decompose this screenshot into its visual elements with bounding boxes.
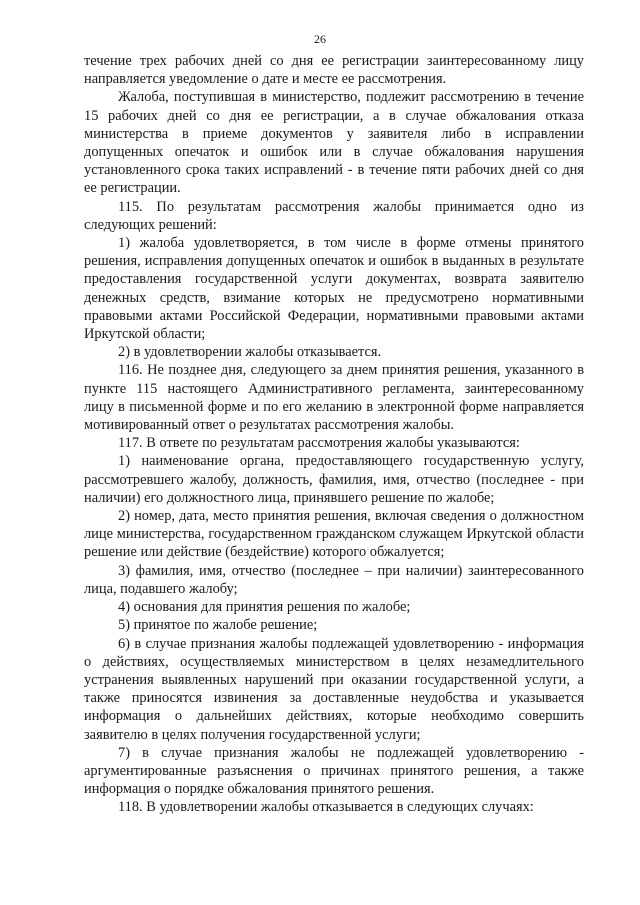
document-body <box>84 52 584 817</box>
paragraph-117-item-5: 5) принятое по жалобе решение; <box>118 617 318 634</box>
paragraph-117-item-4: 4) основания для принятия решения по жалобе; <box>118 599 411 616</box>
paragraph-117-intro: 117. В ответе по результатам рассмотрения жалобы указываются: <box>118 435 520 452</box>
paragraph-117-item-7: 7) в случае признания жалобы не подлежащей удовлетворению - аргументированные разъяснения о причинах принятого решения, а также информация о порядке обжалования принятого решения. <box>84 744 584 798</box>
paragraph-notification-continuation: течение трех рабочих дней со дня ее регистрации заинтересованному лицу направляется уведомление о дате и месте ее рассмотрения. <box>84 53 584 88</box>
paragraph-117-item-3: 3) фамилия, имя, отчество (последнее – при наличии) заинтересованного лица, подавшего жалобу; <box>84 562 584 597</box>
paragraph-115-intro: 115. По результатам рассмотрения жалобы принимается одно из следующих решений: <box>84 198 584 233</box>
paragraph-116: 116. Не позднее дня, следующего за днем принятия решения, указанного в пункте 115 настоящего Административного регламента, заинтересованному лицу в письменной форме и по его желанию в электронной форме направляется мотивированный ответ о результатах рассмотрения жалобы. <box>84 362 584 434</box>
page-number: 26 <box>314 32 326 46</box>
paragraph-118-intro: 118. В удовлетворении жалобы отказывается в следующих случаях: <box>118 799 534 816</box>
paragraph-115-item-2: 2) в удовлетворении жалобы отказывается. <box>118 344 382 361</box>
paragraph-117-item-6: 6) в случае признания жалобы подлежащей удовлетворению - информация о действиях, осуществляемых министерством в целях незамедлительного устранения выявленных нарушений при оказании государственной услуги, а также приносятся извинения за доставленные неудобства и указывается информация о дальнейших действиях, которые необходимо совершить заявителю в целях получения государственной услуги; <box>84 635 584 743</box>
paragraph-115-item-1: 1) жалоба удовлетворяется, в том числе в форме отмены принятого решения, исправления допущенных опечаток и ошибок в выданных в результате предоставления государственной услуги документах, возврата заявителю денежных средств, взимание которых не предусмотрено нормативными правовыми актами Российской Федерации, нормативными правовыми актами Иркутской области; <box>84 235 584 343</box>
paragraph-117-item-2: 2) номер, дата, место принятия решения, включая сведения о должностном лице министерства, государственном гражданском служащем Иркутской области решение или действие (бездействие) которого обжалуется; <box>84 508 584 561</box>
paragraph-117-item-1: 1) наименование органа, предоставляющего государственную услугу, рассмотревшего жалобу, должность, фамилия, имя, отчество (последнее - при наличии) его должностного лица, принявшего решение по жалобе; <box>84 453 584 506</box>
paragraph-complaint-review-term: Жалоба, поступившая в министерство, подлежит рассмотрению в течение 15 рабочих дней со дня ее регистрации, а в случае обжалования отказа министерства в приеме документов у заявителя либо в исправлении допущенных опечаток и ошибок или в случае обжалования нарушения установленного срока таких исправлений - в течение пяти рабочих дней со дня ее регистрации. <box>84 89 584 197</box>
